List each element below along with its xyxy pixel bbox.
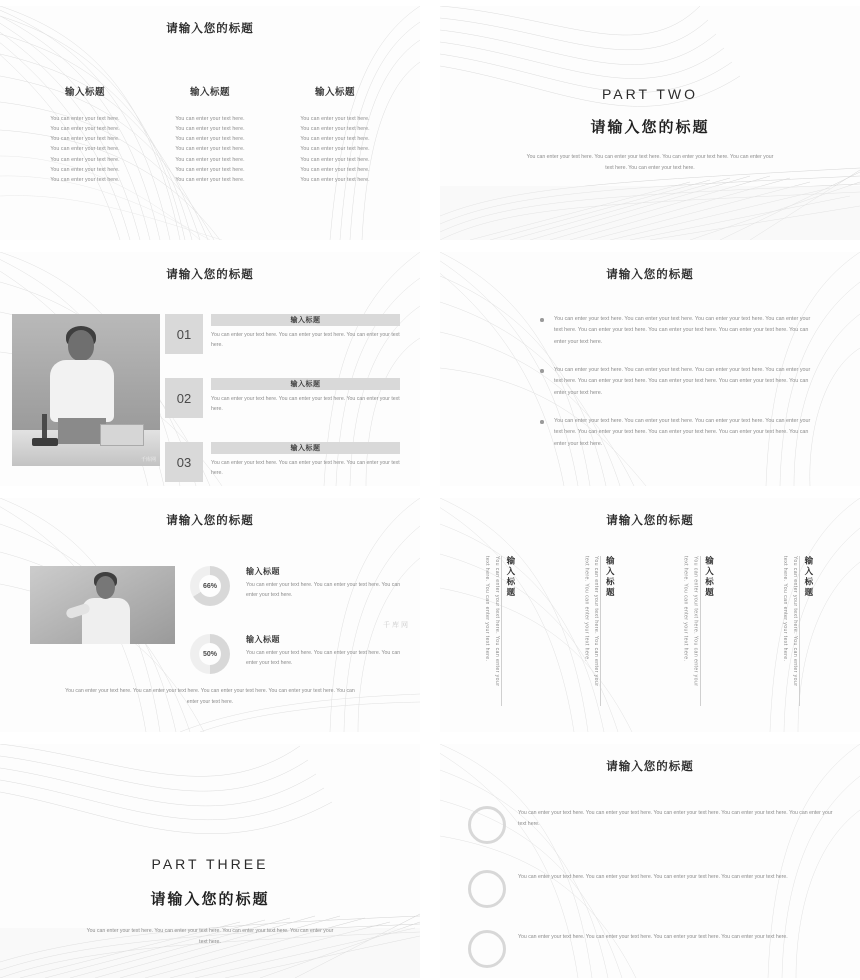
column-2-line-5: You can enter your text here.	[175, 156, 245, 163]
vertical-column-1-body: You can enter your text here. You can enter your text here. You can enter your text here.	[484, 556, 500, 687]
column-1-line-7: You can enter your text here.	[50, 176, 120, 183]
bullet-item-2	[540, 365, 820, 399]
item-2-number: 02	[165, 378, 203, 418]
column-1-line-2: You can enter your text here.	[50, 126, 120, 133]
slide-3-title: 请输入您的标题	[166, 269, 254, 281]
item-2-heading: 输入标题	[290, 381, 321, 388]
column-2	[155, 84, 265, 185]
slide-2-part-label: PART TWO	[601, 86, 699, 102]
vertical-column-2	[561, 556, 639, 706]
column-2-line-7: You can enter your text here.	[175, 176, 245, 183]
vertical-column-1	[462, 556, 540, 706]
photo-person-body	[82, 598, 130, 644]
slide-4-title: 请输入您的标题	[606, 269, 694, 281]
slide-7-title: 请输入您的标题	[150, 891, 270, 908]
item-3-heading: 输入标题	[290, 445, 321, 452]
column-1-heading: 输入标题	[64, 87, 105, 98]
donut-1-percent: 66%	[199, 575, 221, 597]
item-2-body: You can enter your text here. You can enter your text here. You can enter your text here.	[211, 396, 400, 413]
column-1	[30, 84, 140, 185]
bullet-item-3	[540, 416, 820, 450]
vertical-column-4-body: You can enter your text here. You can enter your text here. You can enter your text here.	[781, 556, 798, 687]
stat-2-heading: 输入标题	[246, 635, 280, 644]
bullet-dot-icon	[540, 420, 544, 424]
column-3-line-4: You can enter your text here.	[300, 146, 370, 153]
speaker-photo	[12, 314, 160, 466]
numbered-item-3	[165, 442, 400, 486]
column-3-line-5: You can enter your text here.	[300, 156, 370, 163]
photo-watermark: 千库网	[140, 457, 156, 463]
slide-1[interactable]	[0, 6, 420, 240]
column-2-line-1: You can enter your text here.	[175, 116, 245, 122]
numbered-item-1	[165, 314, 400, 360]
slide-7[interactable]	[0, 744, 420, 978]
photo-microphone-base	[32, 438, 58, 446]
vertical-column-1-heading: 输入标题	[505, 556, 516, 598]
photo-person-body	[50, 360, 114, 422]
watermark-label: 千库网	[383, 622, 410, 629]
vertical-columns	[462, 556, 838, 706]
circle-item-1-text: You can enter your text here. You can enter your text here. You can enter your text here. You can enter your text here. You can enter your text here.	[518, 810, 833, 827]
circle-item-2-text: You can enter your text here. You can enter your text here. You can enter your text here. You can enter your text here.	[518, 874, 788, 880]
column-3-line-7: You can enter your text here.	[300, 176, 370, 183]
column-2-heading: 输入标题	[189, 87, 230, 98]
slide-7-part-label: PART THREE	[151, 856, 269, 872]
slide-8-title: 请输入您的标题	[606, 761, 694, 773]
item-1-heading: 输入标题	[290, 317, 321, 324]
column-2-line-6: You can enter your text here.	[175, 166, 245, 173]
column-3	[280, 84, 390, 185]
column-1-line-6: You can enter your text here.	[50, 166, 120, 173]
stat-row-2	[190, 634, 402, 684]
donut-chart-2	[190, 634, 230, 674]
column-divider	[501, 556, 502, 706]
vertical-column-4	[760, 556, 838, 706]
column-3-line-6: You can enter your text here.	[300, 166, 370, 173]
bullet-list	[540, 314, 820, 467]
circle-icon	[468, 930, 506, 968]
bullet-item-1	[540, 314, 820, 348]
circle-icon	[468, 870, 506, 908]
item-3-number: 03	[165, 442, 203, 482]
vertical-column-3-heading: 输入标题	[704, 556, 715, 598]
stat-2-body: You can enter your text here. You can enter your text here. You can enter your text here.	[246, 650, 401, 667]
slide-1-title: 请输入您的标题	[166, 23, 254, 35]
column-divider	[700, 556, 701, 706]
column-2-line-2: You can enter your text here.	[175, 126, 245, 133]
bullet-item-2-text: You can enter your text here. You can enter your text here. You can enter your text here. You can enter your text here. You can enter your text here. You can enter your text here. You can enter your text here. You can enter your text here.	[554, 367, 811, 396]
item-2-heading-bar	[211, 378, 400, 390]
slide-6-title: 请输入您的标题	[606, 515, 694, 527]
column-3-heading: 输入标题	[314, 87, 355, 98]
slide-5[interactable]	[0, 498, 420, 732]
column-divider	[600, 556, 601, 706]
item-1-body: You can enter your text here. You can enter your text here. You can enter your text here.	[211, 332, 400, 349]
stat-row-1	[190, 566, 402, 616]
column-1-line-3: You can enter your text here.	[50, 136, 120, 143]
slide-2[interactable]	[440, 6, 860, 240]
three-column-block	[30, 84, 390, 185]
item-3-heading-bar	[211, 442, 400, 454]
item-1-number: 01	[165, 314, 203, 354]
stat-1-heading: 输入标题	[246, 567, 280, 576]
circle-item-3	[468, 930, 836, 978]
circle-item-1	[468, 806, 836, 858]
item-3-body: You can enter your text here. You can enter your text here. You can enter your text here.	[211, 460, 400, 477]
photo-person-head	[68, 330, 94, 361]
column-1-line-1: You can enter your text here.	[50, 116, 120, 122]
column-3-line-3: You can enter your text here.	[300, 136, 370, 143]
column-1-line-4: You can enter your text here.	[50, 146, 120, 153]
numbered-item-2	[165, 378, 400, 424]
circle-item-3-text: You can enter your text here. You can enter your text here. You can enter your text here. You can enter your text here.	[518, 934, 788, 940]
slide-5-title: 请输入您的标题	[166, 515, 254, 527]
bullet-dot-icon	[540, 318, 544, 322]
slide-2-description: You can enter your text here. You can enter your text here. You can enter your text here. You can enter your text here. You can enter your text here.	[526, 154, 774, 171]
bullet-dot-icon	[540, 369, 544, 373]
donut-2-percent: 50%	[199, 643, 221, 665]
column-divider	[799, 556, 800, 706]
presenter-photo	[30, 566, 175, 644]
slide-5-footer-text: You can enter your text here. You can enter your text here. You can enter your text here. You can enter your text here. You can enter your text here.	[65, 688, 355, 706]
vertical-column-2-body: You can enter your text here. You can enter your text here. You can enter your text here.	[583, 556, 600, 687]
column-3-line-2: You can enter your text here.	[300, 126, 370, 133]
photo-microphone	[42, 414, 47, 440]
slide-6[interactable]	[440, 498, 860, 732]
column-1-line-5: You can enter your text here.	[50, 156, 120, 163]
slide-2-title: 请输入您的标题	[590, 119, 710, 136]
slide-4[interactable]	[440, 252, 860, 486]
vertical-column-4-heading: 输入标题	[803, 556, 814, 598]
photo-laptop	[100, 424, 144, 446]
column-2-line-3: You can enter your text here.	[175, 136, 245, 143]
vertical-column-2-heading: 输入标题	[605, 556, 616, 598]
vertical-column-3-body: You can enter your text here. You can enter your text here. You can enter your text here.	[682, 556, 699, 687]
item-1-heading-bar	[211, 314, 400, 326]
bullet-item-1-text: You can enter your text here. You can enter your text here. You can enter your text here. You can enter your text here. You can enter your text here. You can enter your text here. You can enter your text here. You can enter your text here.	[554, 316, 811, 345]
stat-1-body: You can enter your text here. You can enter your text here. You can enter your text here.	[246, 582, 401, 599]
photo-person-shorts	[58, 418, 106, 444]
slide-7-description: You can enter your text here. You can enter your text here. You can enter your text here. You can enter your text here.	[86, 928, 334, 945]
circle-icon	[468, 806, 506, 844]
bullet-item-3-text: You can enter your text here. You can enter your text here. You can enter your text here. You can enter your text here. You can enter your text here. You can enter your text here. You can enter your text here. You can enter your text here.	[554, 418, 811, 447]
slide-8[interactable]	[440, 744, 860, 978]
column-2-line-4: You can enter your text here.	[175, 146, 245, 153]
column-3-line-1: You can enter your text here.	[300, 116, 370, 122]
photo-person-head	[96, 576, 115, 599]
circle-item-2	[468, 870, 836, 922]
vertical-column-3	[661, 556, 739, 706]
donut-chart-1	[190, 566, 230, 606]
slide-3[interactable]	[0, 252, 420, 486]
